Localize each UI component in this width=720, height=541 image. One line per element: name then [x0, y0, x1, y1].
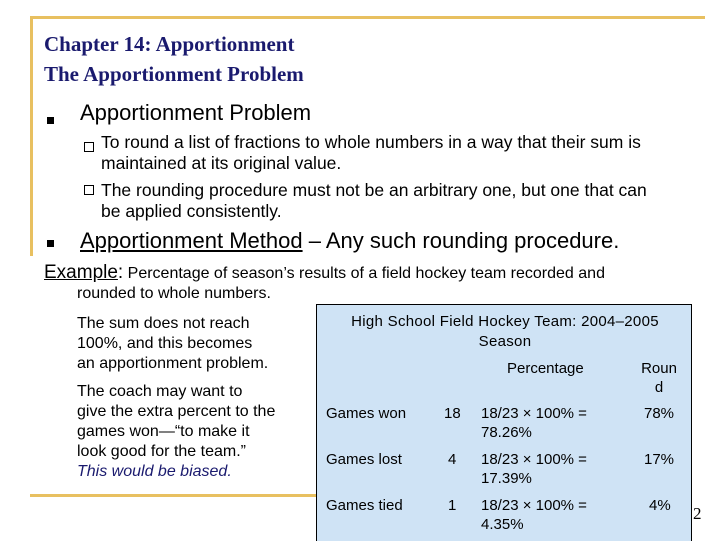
- row-percentage: [481, 450, 587, 488]
- note-coach-bias: This would be biased.: [77, 463, 232, 480]
- row-round: 78%: [644, 405, 675, 422]
- bullet-square-icon: [47, 117, 54, 124]
- bullet-hollow-square-icon: [84, 185, 94, 195]
- row-percentage-line2: 17.39%: [481, 470, 532, 487]
- row-percentage: [481, 496, 587, 534]
- slide-subtitle: The Apportionment Problem: [44, 62, 304, 86]
- note-coach-line: The coach may want to: [77, 383, 243, 400]
- note-coach-line: give the extra percent to the: [77, 403, 276, 420]
- note-sum-line: 100%, and this becomes: [77, 335, 253, 352]
- bullet-hollow-square-icon: [84, 142, 94, 152]
- table-title-line2: Season: [478, 333, 532, 350]
- row-percentage-line1: 18/23 × 100% =: [481, 451, 587, 468]
- note-coach-line: look good for the team.”: [77, 443, 246, 460]
- slide-title: Chapter 14: Apportionment: [44, 32, 295, 56]
- row-label: Games won: [326, 405, 407, 422]
- frame-top-line: [30, 16, 705, 19]
- row-label: Games tied: [326, 497, 403, 514]
- section2-line: [80, 228, 619, 254]
- col-header-round-line1: Roun: [641, 360, 677, 377]
- page-number: 2: [693, 504, 702, 523]
- section1-heading: Apportionment Problem: [80, 100, 312, 125]
- row-percentage-line1: 18/23 × 100% =: [481, 405, 587, 422]
- note-sum: [77, 314, 268, 374]
- section2-term: Apportionment Method: [80, 228, 303, 253]
- row-percentage-line2: 4.35%: [481, 516, 524, 533]
- table-title-line1: High School Field Hockey Team: 2004–2005: [351, 313, 659, 330]
- table-title: [318, 312, 692, 352]
- row-percentage: [481, 404, 587, 442]
- col-header-round-line2: d: [654, 379, 664, 396]
- row-percentage-line1: 18/23 × 100% =: [481, 497, 587, 514]
- note-sum-line: an apportionment problem.: [77, 355, 269, 372]
- row-round: 17%: [644, 451, 675, 468]
- example-label: Example: [44, 262, 118, 283]
- row-count: 4: [448, 451, 457, 468]
- example-colon: :: [117, 262, 124, 283]
- example-text: Percentage of season’s results of a field hockey team recorded and: [123, 265, 605, 282]
- note-sum-line: The sum does not reach: [77, 315, 250, 332]
- frame-left-line: [30, 16, 33, 256]
- row-round: 4%: [649, 497, 671, 514]
- example-text-continued: rounded to whole numbers.: [77, 285, 271, 302]
- note-coach: [77, 382, 275, 482]
- example-line: [44, 262, 605, 284]
- frame-bottom-line: [30, 494, 320, 497]
- col-header-round: [637, 359, 681, 397]
- row-count: 18: [444, 405, 461, 422]
- section1-point-1: To round a list of fractions to whole numbers in a way that their sum is maintained at its original value.: [101, 132, 641, 173]
- row-count: 1: [448, 497, 457, 514]
- col-header-percentage: Percentage: [507, 360, 584, 377]
- row-percentage-line2: 78.26%: [481, 424, 532, 441]
- note-coach-line: games won—“to make it: [77, 423, 250, 440]
- bullet-square-icon: [47, 240, 54, 247]
- section1-point-2: The rounding procedure must not be an arbitrary one, but one that can be applied consistently.: [101, 180, 647, 221]
- section2-definition: – Any such rounding procedure.: [302, 228, 620, 253]
- row-label: Games lost: [326, 451, 402, 468]
